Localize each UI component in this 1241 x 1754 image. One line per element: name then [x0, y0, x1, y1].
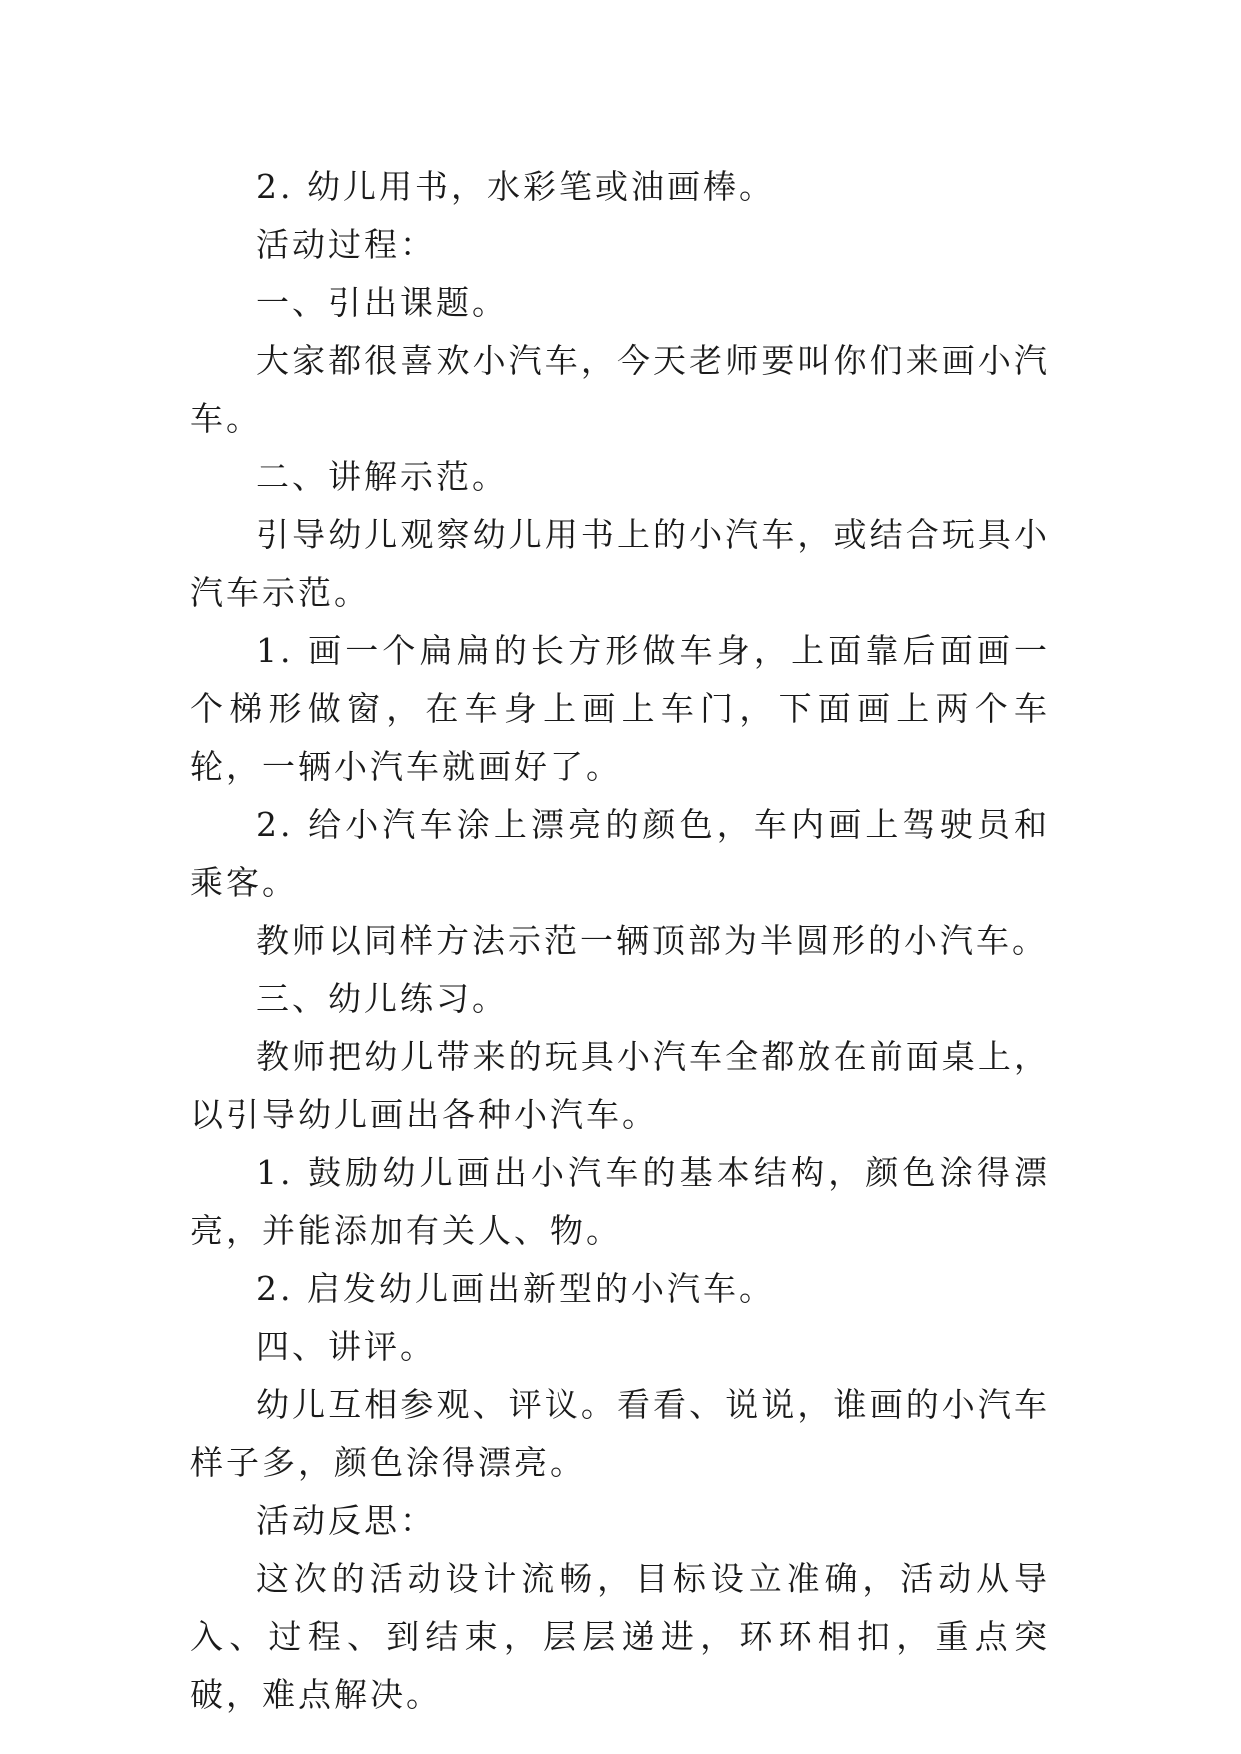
paragraph-step-1: 1. 画一个扁扁的长方形做车身，上面靠后面画一个梯形做窗，在车身上画上车门，下面画上两个车轮，一辆小汽车就画好了。	[190, 631, 1050, 786]
paragraph-practice: 教师把幼儿带来的玩具小汽车全都放在前面桌上，以引导幼儿画出各种小汽车。	[190, 1037, 1050, 1134]
paragraph-materials-2: 2. 幼儿用书，水彩笔或油画棒。	[256, 167, 775, 206]
heading-section-3: 三、幼儿练习。	[256, 979, 508, 1018]
heading-section-2: 二、讲解示范。	[256, 457, 508, 496]
heading-section-4: 四、讲评。	[256, 1327, 436, 1366]
heading-reflection: 活动反思：	[256, 1501, 436, 1540]
paragraph-reflection: 这次的活动设计流畅，目标设立准确，活动从导入、过程、到结束，层层递进，环环相扣，重点突破，难点解决。	[190, 1559, 1050, 1714]
heading-section-1: 一、引出课题。	[256, 283, 508, 322]
paragraph-guide-observe: 引导幼儿观察幼儿用书上的小汽车，或结合玩具小汽车示范。	[190, 515, 1050, 612]
heading-activity-process: 活动过程：	[256, 225, 436, 264]
paragraph-practice-2: 2. 启发幼儿画出新型的小汽车。	[256, 1269, 775, 1308]
paragraph-practice-1: 1. 鼓励幼儿画出小汽车的基本结构，颜色涂得漂亮，并能添加有关人、物。	[190, 1153, 1050, 1250]
document-body	[190, 158, 1050, 1724]
paragraph-step-2: 2. 给小汽车涂上漂亮的颜色，车内画上驾驶员和乘客。	[190, 805, 1050, 902]
paragraph-intro: 大家都很喜欢小汽车，今天老师要叫你们来画小汽车。	[190, 341, 1050, 438]
paragraph-evaluation: 幼儿互相参观、评议。看看、说说，谁画的小汽车样子多，颜色涂得漂亮。	[190, 1385, 1050, 1482]
paragraph-teacher-demo: 教师以同样方法示范一辆顶部为半圆形的小汽车。	[256, 921, 1048, 960]
